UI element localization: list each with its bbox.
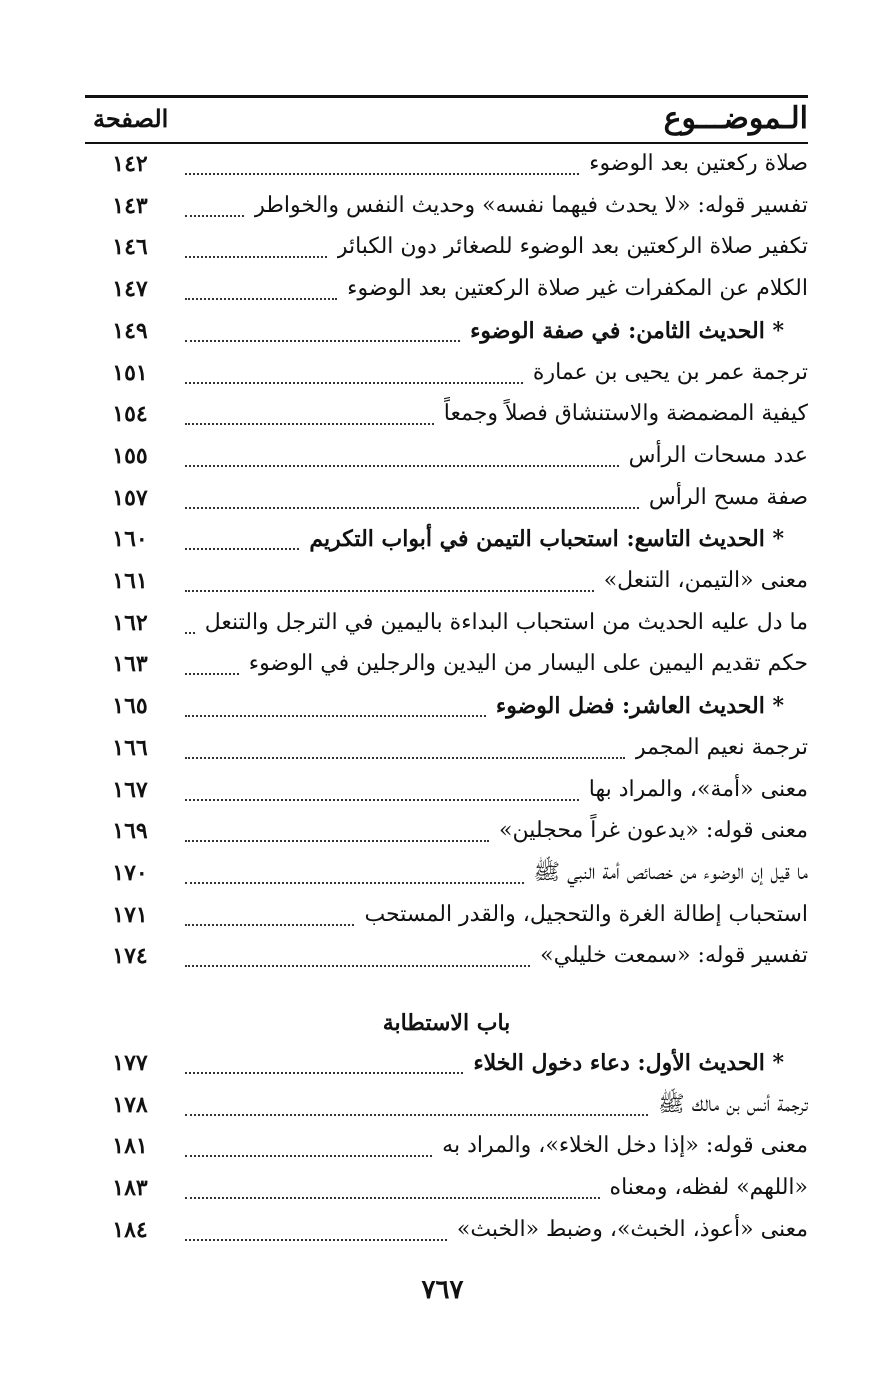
dot-leader <box>185 630 195 634</box>
toc-entry <box>85 852 808 894</box>
toc-entry-title: تفسير قوله: «لا يحدث فيهما نفسه» وحديث النفس والخواطر <box>254 193 808 218</box>
toc-entry-title: كيفية المضمضة والاستنشاق فصلاً وجمعاً <box>443 401 808 426</box>
toc-entry <box>85 935 808 977</box>
toc-entry <box>85 1042 808 1084</box>
topic-column-label: الـموضـــوع <box>663 101 808 136</box>
toc-entry-page: ١٦٢ <box>112 610 148 636</box>
dot-leader <box>185 171 579 175</box>
dot-leader <box>185 213 244 217</box>
toc-entry-title: عدد مسحات الرأس <box>628 443 808 468</box>
dot-leader <box>185 546 299 550</box>
toc-entry-page: ١٤٢ <box>112 151 148 177</box>
dot-leader <box>185 588 594 592</box>
toc-entry-title: معنى قوله: «يدعون غراً محجلين» <box>499 818 808 843</box>
toc-entry-page: ١٧٧ <box>112 1050 148 1076</box>
dot-leader <box>185 922 354 926</box>
toc-entry-title: معنى قوله: «إذا دخل الخلاء»، والمراد به <box>442 1133 808 1158</box>
page-column-label: الصفحة <box>93 104 169 133</box>
toc-entry-title: ترجمة أنس بن مالك ﷺ <box>658 1092 808 1117</box>
toc-entry <box>85 727 808 769</box>
toc-entry-page: ١٤٣ <box>112 193 148 219</box>
toc-entry-title: * الحديث الثامن: في صفة الوضوء <box>470 318 784 344</box>
toc-entry-page: ١٧٠ <box>112 860 148 886</box>
toc-entry <box>85 769 808 811</box>
toc-entry-page: ١٦٣ <box>112 651 148 677</box>
toc-entry-page: ١٦٥ <box>112 693 148 719</box>
dot-leader <box>185 1195 600 1199</box>
toc-entry-title: تفسير قوله: «سمعت خليلي» <box>540 943 808 968</box>
dot-leader <box>185 421 434 425</box>
toc-entry <box>85 352 808 394</box>
toc-entry-page: ١٨٣ <box>112 1175 148 1201</box>
toc-entry-page: ١٥٥ <box>112 443 148 469</box>
toc-entry <box>85 518 808 560</box>
dot-leader <box>185 755 625 759</box>
toc-entry-title: معنى «أمة»، والمراد بها <box>588 777 808 802</box>
section-title: باب الاستطابة <box>382 1010 511 1036</box>
toc-entry <box>85 477 808 519</box>
toc-entry-page: ١٦٠ <box>112 526 148 552</box>
dot-leader <box>185 505 639 509</box>
toc-entry-title: معنى «أعوذ، الخبث»، وضبط «الخبث» <box>456 1217 808 1242</box>
page-number: ٧٦٧ <box>421 1275 464 1305</box>
toc-entry-title: ما دل عليه الحديث من استحباب البداءة باليمين في الترجل والتنعل <box>204 610 808 635</box>
toc-entry <box>85 393 808 435</box>
toc-entry-title: صلاة ركعتين بعد الوضوء <box>589 151 808 176</box>
dot-leader <box>185 338 460 342</box>
toc-entry-title: ترجمة عمر بن يحيى بن عمارة <box>532 360 808 385</box>
toc-entry-page: ١٤٧ <box>112 276 148 302</box>
dot-leader <box>185 671 239 675</box>
toc-entry <box>85 435 808 477</box>
toc-entry <box>85 226 808 268</box>
dot-leader <box>185 1153 432 1157</box>
toc-entry-page: ١٦٩ <box>112 818 148 844</box>
dot-leader <box>185 880 524 884</box>
toc-entry-page: ١٥٧ <box>112 485 148 511</box>
toc-entry-title: استحباب إطالة الغرة والتحجيل، والقدر المستحب <box>364 902 808 927</box>
toc-entry-title: تكفير صلاة الركعتين بعد الوضوء للصغائر دون الكبائر <box>336 234 808 259</box>
toc-entry-title: حكم تقديم اليمين على اليسار من اليدين والرجلين في الوضوء <box>248 651 808 676</box>
toc-entry <box>85 310 808 352</box>
toc-entry-page: ١٥١ <box>112 360 148 386</box>
dot-leader <box>185 1112 648 1116</box>
dot-leader <box>185 838 489 842</box>
toc-entry <box>85 143 808 185</box>
toc-entry-title: * الحديث التاسع: استحباب التيمن في أبواب التكريم <box>309 526 784 552</box>
toc-entry-title: الكلام عن المكفرات غير صلاة الركعتين بعد الوضوء <box>347 276 808 301</box>
toc-entry-page: ١٨٤ <box>112 1217 148 1243</box>
dot-leader <box>185 713 486 717</box>
toc-entry <box>85 1125 808 1167</box>
toc-entry <box>85 810 808 852</box>
toc-entry-title: معنى «التيمن، التنعل» <box>603 568 808 593</box>
toc-entry-title: * الحديث العاشر: فضل الوضوء <box>495 693 784 719</box>
toc-entry-page: ١٨١ <box>112 1133 148 1159</box>
toc-entry-title: * الحديث الأول: دعاء دخول الخلاء <box>473 1050 784 1076</box>
dot-leader <box>185 380 523 384</box>
toc-entry-page: ١٧٤ <box>112 943 148 969</box>
toc-entry-title: صفة مسح الرأس <box>648 485 808 510</box>
toc-entry-title: ما قيل إن الوضوء من خصائص أمة النبي ﷺ <box>533 860 808 885</box>
toc-entry-title: «اللهم» لفظه، ومعناه <box>609 1175 808 1200</box>
toc-entry <box>85 1167 808 1209</box>
dot-leader <box>185 296 337 300</box>
toc-entry-page: ١٧١ <box>112 902 148 928</box>
dot-leader <box>185 254 327 258</box>
toc-entry <box>85 185 808 227</box>
toc-entry <box>85 602 808 644</box>
dot-leader <box>185 1070 463 1074</box>
toc-entry <box>85 685 808 727</box>
dot-leader <box>185 797 579 801</box>
toc-entry <box>85 560 808 602</box>
toc-entry-page: ١٦٦ <box>112 735 148 761</box>
toc-entry-page: ١٧٨ <box>112 1092 148 1118</box>
dot-leader <box>185 1237 447 1241</box>
dot-leader <box>185 963 530 967</box>
toc-entry-page: ١٤٦ <box>112 234 148 260</box>
toc-entry-page: ١٤٩ <box>112 318 148 344</box>
toc-entry-page: ١٥٤ <box>112 401 148 427</box>
dot-leader <box>185 463 619 467</box>
toc-entry <box>85 1209 808 1251</box>
toc-entry <box>85 268 808 310</box>
toc-header <box>85 98 808 140</box>
toc-entry <box>85 1084 808 1126</box>
toc-entry <box>85 894 808 936</box>
toc-entry <box>85 643 808 685</box>
toc-entry-title: ترجمة نعيم المجمر <box>635 735 808 760</box>
toc-entry-page: ١٦٧ <box>112 777 148 803</box>
toc-entry-page: ١٦١ <box>112 568 148 594</box>
